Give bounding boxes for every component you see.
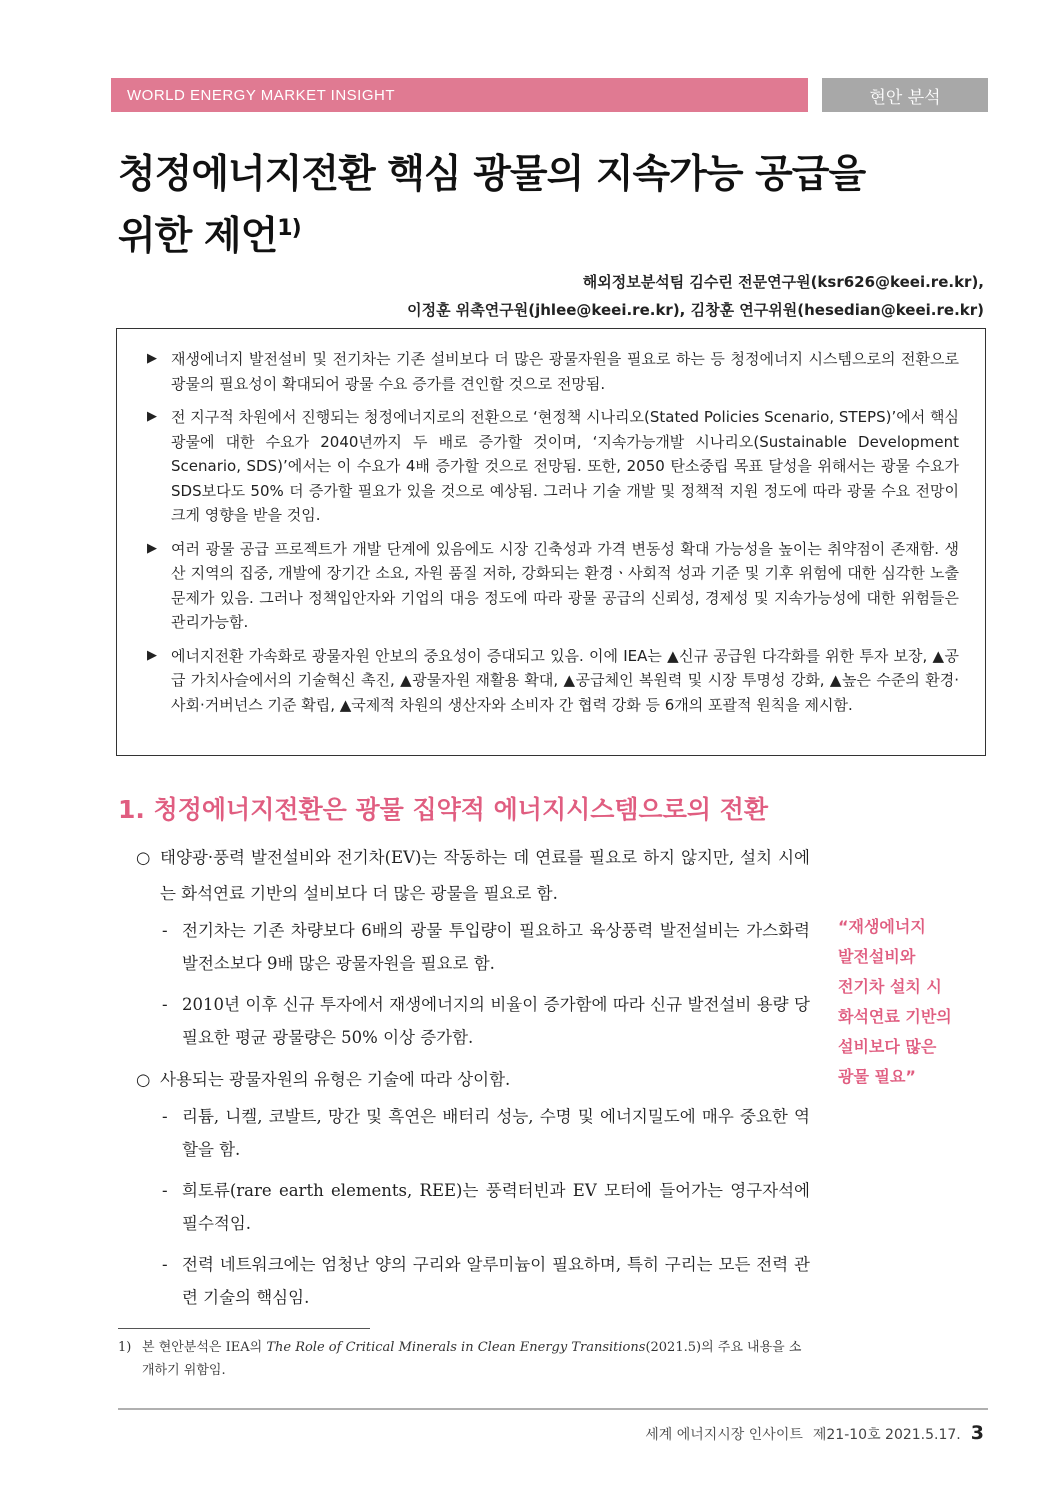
main-point (136, 840, 810, 912)
triangle-bullet-icon: ▶ (147, 647, 157, 663)
title-footnote-mark: 1) (277, 216, 301, 241)
pull-quote-line: 전기차 설치 시 (838, 977, 942, 996)
summary-item (147, 347, 959, 396)
page-number: 3 (970, 1422, 984, 1444)
authors (407, 268, 984, 324)
footnote-text (142, 1336, 810, 1382)
pull-quote-line: 화석연료 기반의 (838, 1007, 952, 1026)
dash-marker: - (162, 1255, 168, 1274)
summary-box (116, 328, 986, 756)
publication-name: 세계 에너지시장 인사이트 (645, 1427, 803, 1443)
circle-bullet-icon: ○ (136, 1070, 151, 1089)
category-banner (822, 78, 988, 112)
circle-bullet-icon: ○ (136, 848, 151, 867)
summary-item (147, 644, 959, 718)
main-point-text: 사용되는 광물자원의 유형은 기술에 따라 상이함. (160, 1070, 511, 1089)
sub-point (162, 914, 810, 980)
pull-quote-line: 설비보다 많은 (838, 1037, 937, 1056)
sub-point (162, 1248, 810, 1314)
main-point (136, 1062, 810, 1098)
footer-rule (118, 1408, 988, 1410)
sub-point-text: 2010년 이후 신규 투자에서 재생에너지의 비율이 증가함에 따라 신규 발전설비 용량 당 필요한 평균 광물량은 50% 이상 증가함. (182, 995, 810, 1047)
footnote-divider (118, 1328, 370, 1329)
sub-point (162, 1174, 810, 1240)
series-banner (111, 78, 808, 112)
dash-marker: - (162, 1181, 168, 1200)
summary-item (147, 405, 959, 528)
title-line-2-text: 위한 제언 (118, 214, 278, 259)
sub-point-text: 전기차는 기존 차량보다 6배의 광물 투입량이 필요하고 육상풍력 발전설비는 가스화력발전소보다 9배 많은 광물자원을 필요로 함. (182, 921, 810, 973)
footnote-prefix: 본 현안분석은 IEA의 (142, 1340, 267, 1355)
summary-item (147, 537, 959, 635)
section-body (136, 840, 810, 1322)
title-line-2 (118, 202, 978, 264)
dash-marker: - (162, 1107, 168, 1126)
footnote (118, 1336, 810, 1382)
sub-point-text: 전력 네트워크에는 엄청난 양의 구리와 알루미늄이 필요하며, 특히 구리는 모든 전력 관련 기술의 핵심임. (182, 1255, 810, 1307)
triangle-bullet-icon: ▶ (147, 540, 157, 556)
sub-point-text: 희토류(rare earth elements, REE)는 풍력터빈과 EV 모터에 들어가는 영구자석에 필수적임. (182, 1181, 810, 1233)
side-pull-quote (838, 912, 968, 1092)
pull-quote-line: 광물 필요” (838, 1067, 916, 1086)
series-label: WORLD ENERGY MARKET INSIGHT (127, 86, 395, 104)
title-line-1: 청정에너지전환 핵심 광물의 지속가능 공급을 (118, 152, 866, 197)
category-label: 현안 분석 (869, 87, 941, 108)
footnote-report-title: The Role of Critical Minerals in Clean Energy Transitions (266, 1340, 646, 1355)
triangle-bullet-icon: ▶ (147, 409, 157, 424)
issue-info: 제21-10호 2021.5.17. (812, 1427, 961, 1443)
dash-marker: - (162, 995, 168, 1014)
section-title: 1. 청정에너지전환은 광물 집약적 에너지시스템으로의 전환 (118, 795, 769, 824)
footnote-mark: 1) (118, 1340, 132, 1355)
page-title (118, 148, 978, 264)
triangle-bullet-icon: ▶ (147, 351, 157, 366)
dash-marker: - (162, 921, 168, 940)
summary-text: 전 지구적 차원에서 진행되는 청정에너지로의 전환으로 ‘현정책 시나리오(Stated Policies Scenario, STEPS)’에서 핵심 광물에 대한 수요가 2040년까지 두 배로 증가할 것이며, ‘지속가능개발 시나리오(Sustainable Development Scenario, SDS)’에서는 이 수요가 4배 증가할 것으로 전망됨. 또한, 2050 탄소중립 목표 달성을 위해서는 광물 수요가 SDS보다도 50% 더 증가할 필요가 있을 것으로 예상됨. 그러나 기술 개발 및 정책적 지원 정도에 따라 광물 수요 전망이 크게 영향을 받을 것임. (171, 408, 959, 524)
main-point-text: 태양광·풍력 발전설비와 전기차(EV)는 작동하는 데 연료를 필요로 하지 않지만, 설치 시에는 화석연료 기반의 설비보다 더 많은 광물을 필요로 함. (160, 848, 810, 903)
authors-line-1: 해외정보분석팀 김수린 전문연구원(ksr626@keei.re.kr), (582, 273, 984, 291)
pull-quote-line: “재생에너지 (838, 917, 926, 936)
sub-point (162, 1100, 810, 1166)
footnote-suffix: (2021.5)의 주요 내용을 소개하기 위함임. (142, 1340, 802, 1378)
sub-point (162, 988, 810, 1054)
summary-text: 에너지전환 가속화로 광물자원 안보의 중요성이 증대되고 있음. 이에 IEA는 ▲신규 공급원 다각화를 위한 투자 보장, ▲공급 가치사슬에서의 기술혁신 촉진, ▲광물자원 재활용 확대, ▲공급체인 복원력 및 시장 투명성 강화, ▲높은 수준의 환경·사회·거버넌스 기준 확립, ▲국제적 차원의 생산자와 소비자 간 협력 강화 등 6개의 포괄적 원칙을 제시함. (171, 646, 959, 714)
sub-point-text: 리튬, 니켈, 코발트, 망간 및 흑연은 배터리 성능, 수명 및 에너지밀도에 매우 중요한 역할을 함. (182, 1107, 810, 1159)
summary-text: 여러 광물 공급 프로젝트가 개발 단계에 있음에도 시장 긴축성과 가격 변동성 확대 가능성을 높이는 취약점이 존재함. 생산 지역의 집중, 개발에 장기간 소요, 자원 품질 저하, 강화되는 환경ㆍ사회적 성과 기준 및 기후 위험에 대한 심각한 노출 문제가 있음. 그러나 정책입안자와 기업의 대응 정도에 따라 광물 공급의 신뢰성, 경제성 및 지속가능성에 대한 위험들은 관리가능함. (171, 539, 959, 631)
pull-quote-line: 발전설비와 (838, 947, 916, 966)
summary-text: 재생에너지 발전설비 및 전기차는 기존 설비보다 더 많은 광물자원을 필요로 하는 등 청정에너지 시스템으로의 전환으로 광물의 필요성이 확대되어 광물 수요 증가를 견인할 것으로 전망됨. (171, 350, 959, 393)
page-footer (645, 1422, 984, 1444)
authors-line-2: 이정훈 위촉연구원(jhlee@keei.re.kr), 김창훈 연구위원(hesedian@keei.re.kr) (407, 301, 984, 319)
